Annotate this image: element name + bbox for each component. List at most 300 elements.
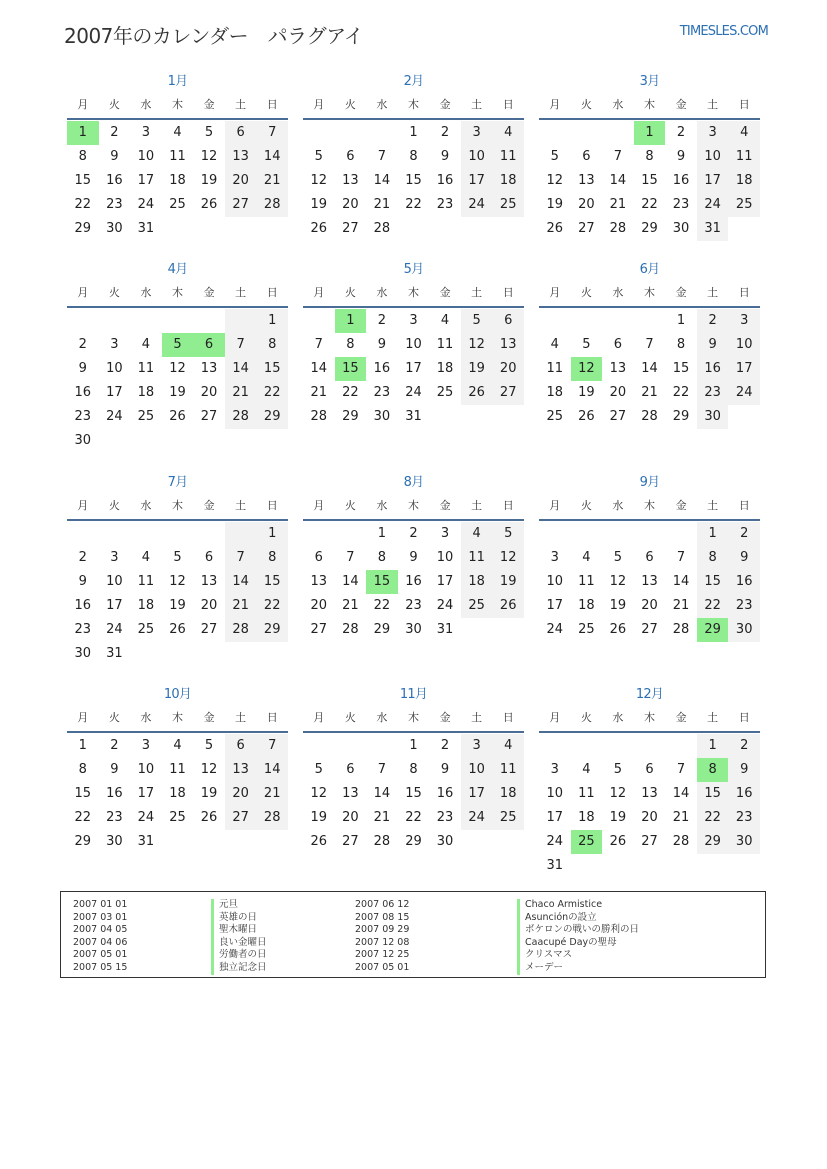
month-calendar <box>67 473 288 666</box>
day-cell: 6 <box>346 149 355 164</box>
day-cell: 24 <box>728 381 760 405</box>
empty-day-cell <box>162 309 194 333</box>
legend-holiday-date: 2007 01 01 <box>73 899 128 910</box>
day-cell: 14 <box>310 361 328 376</box>
weekday-label: 日 <box>266 286 278 299</box>
day-cell: 28 <box>342 622 359 637</box>
weekday-label: 土 <box>471 286 483 299</box>
day-cell: 22 <box>697 594 729 618</box>
day-cell: 22 <box>373 598 391 613</box>
weekday-label: 金 <box>675 499 687 512</box>
day-cell: 2 <box>78 550 87 565</box>
day-cell: 20 <box>225 169 257 193</box>
weekday-label: 木 <box>171 499 183 512</box>
day-cell: 2 <box>728 522 760 546</box>
day-cell: 15 <box>74 786 92 801</box>
weekday-label: 日 <box>266 711 278 724</box>
day-cell: 16 <box>373 361 391 376</box>
day-cell: 30 <box>697 405 729 429</box>
weekday-label: 金 <box>203 286 215 299</box>
legend-holiday-date: 2007 12 08 <box>355 936 410 948</box>
day-cell: 3 <box>110 550 119 565</box>
legend-holiday-date: 2007 12 25 <box>355 949 410 961</box>
weekday-label: 火 <box>344 286 356 299</box>
day-cell: 6 <box>225 734 257 758</box>
holiday-day-cell: 25 <box>571 830 603 854</box>
day-cell: 24 <box>546 622 564 637</box>
day-cell: 29 <box>74 834 92 849</box>
day-cell: 26 <box>310 834 328 849</box>
day-cell: 11 <box>492 758 524 782</box>
day-cell: 14 <box>373 173 391 188</box>
day-cell: 30 <box>672 221 690 236</box>
weekday-label: 火 <box>344 711 356 724</box>
day-cell: 9 <box>409 550 418 565</box>
day-cell: 4 <box>173 738 182 753</box>
day-cell: 7 <box>225 546 257 570</box>
day-cell: 27 <box>200 622 218 637</box>
day-cell: 9 <box>110 762 119 777</box>
day-cell: 4 <box>550 337 559 352</box>
day-cell: 12 <box>609 786 627 801</box>
weekday-label: 水 <box>376 98 388 111</box>
day-cell: 7 <box>676 550 686 565</box>
holiday-day-cell: 1 <box>634 121 666 145</box>
day-cell: 31 <box>546 858 564 873</box>
day-cell: 11 <box>169 149 186 164</box>
day-cell: 27 <box>609 409 627 424</box>
day-cell: 5 <box>204 125 214 140</box>
day-cell: 27 <box>310 622 328 637</box>
day-cell: 18 <box>578 810 595 825</box>
weekday-label: 日 <box>738 286 750 299</box>
day-cell: 16 <box>728 570 760 594</box>
day-cell: 15 <box>256 357 288 381</box>
weekday-label: 水 <box>140 286 152 299</box>
day-cell: 18 <box>436 361 454 376</box>
month-calendar <box>539 260 760 429</box>
day-cell: 23 <box>373 385 391 400</box>
weekday-label: 火 <box>344 98 356 111</box>
weekday-header <box>303 92 524 120</box>
weekday-label: 日 <box>266 499 278 512</box>
day-cell: 12 <box>609 574 627 589</box>
day-cell: 3 <box>141 125 151 140</box>
weekday-label: 水 <box>140 499 152 512</box>
day-cell: 10 <box>546 574 564 589</box>
day-cell: 13 <box>641 574 658 589</box>
day-cell: 17 <box>405 361 422 376</box>
month-name: 12月 <box>635 687 664 702</box>
day-cell: 2 <box>676 125 686 140</box>
weekday-label: 月 <box>77 711 89 724</box>
weekday-label: 水 <box>140 711 152 724</box>
day-cell: 19 <box>546 197 564 212</box>
day-cell: 21 <box>609 197 627 212</box>
day-grid <box>67 522 288 666</box>
weekday-header <box>67 92 288 120</box>
day-cell: 28 <box>256 193 288 217</box>
site-brand[interactable]: TIMESLES.COM <box>679 24 768 39</box>
day-cell: 28 <box>609 221 627 236</box>
day-cell: 9 <box>697 333 729 357</box>
weekday-label: 月 <box>549 98 561 111</box>
day-cell: 2 <box>110 738 119 753</box>
weekday-label: 月 <box>77 499 89 512</box>
day-cell: 27 <box>200 409 218 424</box>
day-cell: 9 <box>110 149 119 164</box>
day-cell: 12 <box>546 173 564 188</box>
empty-day-cell <box>335 121 367 145</box>
holiday-day-cell: 1 <box>335 309 367 333</box>
empty-day-cell <box>602 522 634 546</box>
day-cell: 21 <box>672 810 690 825</box>
day-cell: 17 <box>697 169 729 193</box>
day-cell: 28 <box>373 834 391 849</box>
day-cell: 18 <box>137 598 155 613</box>
weekday-label: 月 <box>313 499 325 512</box>
day-cell: 9 <box>78 574 87 589</box>
day-cell: 12 <box>200 762 218 777</box>
month-calendar <box>539 685 760 878</box>
day-cell: 14 <box>672 574 690 589</box>
weekday-label: 火 <box>580 711 592 724</box>
legend-holiday-date: 2007 05 01 <box>73 949 128 961</box>
day-cell: 25 <box>461 594 493 618</box>
empty-day-cell <box>539 121 571 145</box>
day-cell: 15 <box>672 361 690 376</box>
weekday-label: 金 <box>203 98 215 111</box>
weekday-header <box>303 705 524 733</box>
day-cell: 28 <box>373 221 391 236</box>
weekday-header <box>67 493 288 521</box>
month-name: 11月 <box>399 687 428 702</box>
weekday-label: 日 <box>502 711 514 724</box>
day-cell: 3 <box>461 121 493 145</box>
day-cell: 7 <box>314 337 323 352</box>
day-cell: 4 <box>728 121 760 145</box>
day-cell: 31 <box>697 217 729 241</box>
day-cell: 3 <box>697 121 729 145</box>
day-cell: 3 <box>461 734 493 758</box>
day-cell: 5 <box>173 550 182 565</box>
day-grid <box>67 734 288 854</box>
empty-day-cell <box>539 522 571 546</box>
day-cell: 21 <box>256 782 288 806</box>
day-cell: 6 <box>645 762 654 777</box>
day-cell: 19 <box>169 385 186 400</box>
empty-day-cell <box>335 522 367 546</box>
day-cell: 12 <box>461 333 493 357</box>
legend-holiday-date: 2007 06 12 <box>355 899 410 910</box>
day-cell: 26 <box>578 409 595 424</box>
day-cell: 20 <box>641 810 658 825</box>
legend-holiday-date: 2007 05 01 <box>355 961 410 973</box>
month-calendar <box>67 260 288 453</box>
day-cell: 5 <box>314 762 323 777</box>
day-cell: 15 <box>74 173 92 188</box>
weekday-label: 金 <box>675 98 687 111</box>
day-cell: 19 <box>609 810 627 825</box>
weekday-label: 木 <box>171 98 183 111</box>
day-cell: 28 <box>672 622 690 637</box>
weekday-label: 水 <box>612 98 624 111</box>
day-cell: 21 <box>225 381 257 405</box>
holiday-day-cell: 29 <box>697 618 729 642</box>
weekday-label: 日 <box>738 711 750 724</box>
day-cell: 11 <box>436 337 454 352</box>
day-cell: 20 <box>492 357 524 381</box>
day-cell: 3 <box>550 762 559 777</box>
weekday-label: 火 <box>108 98 120 111</box>
day-cell: 21 <box>256 169 288 193</box>
day-cell: 10 <box>106 361 123 376</box>
weekday-header <box>67 705 288 733</box>
day-cell: 10 <box>697 145 729 169</box>
day-cell: 19 <box>578 385 595 400</box>
day-cell: 13 <box>609 361 627 376</box>
day-grid <box>303 734 524 854</box>
day-cell: 30 <box>373 409 391 424</box>
empty-day-cell <box>130 309 162 333</box>
day-cell: 30 <box>74 646 92 661</box>
day-cell: 22 <box>256 594 288 618</box>
day-cell: 10 <box>728 333 760 357</box>
day-cell: 11 <box>546 361 564 376</box>
day-cell: 7 <box>676 762 686 777</box>
day-cell: 6 <box>314 550 323 565</box>
day-cell: 28 <box>256 806 288 830</box>
day-cell: 10 <box>436 550 454 565</box>
day-cell: 1 <box>256 309 288 333</box>
weekday-label: 木 <box>407 711 419 724</box>
day-cell: 5 <box>204 738 214 753</box>
legend-holiday-date: 2007 08 15 <box>355 911 410 923</box>
day-cell: 6 <box>225 121 257 145</box>
month-name: 3月 <box>639 74 660 89</box>
day-cell: 18 <box>728 169 760 193</box>
empty-day-cell <box>571 734 603 758</box>
holiday-day-cell: 15 <box>335 357 367 381</box>
month-name: 6月 <box>639 262 660 277</box>
day-cell: 21 <box>641 385 658 400</box>
holiday-day-cell: 12 <box>571 357 603 381</box>
day-cell: 16 <box>436 786 454 801</box>
day-cell: 19 <box>310 810 328 825</box>
day-cell: 30 <box>106 221 123 236</box>
day-cell: 19 <box>609 598 627 613</box>
day-cell: 11 <box>728 145 760 169</box>
empty-day-cell <box>225 522 257 546</box>
day-cell: 29 <box>74 221 92 236</box>
day-cell: 14 <box>256 758 288 782</box>
day-cell: 30 <box>74 433 92 448</box>
day-cell: 23 <box>436 810 454 825</box>
weekday-label: 水 <box>376 286 388 299</box>
day-cell: 25 <box>492 806 524 830</box>
day-cell: 4 <box>461 522 493 546</box>
day-cell: 17 <box>137 786 155 801</box>
day-cell: 26 <box>200 197 218 212</box>
weekday-label: 月 <box>549 499 561 512</box>
day-cell: 23 <box>405 598 422 613</box>
day-cell: 17 <box>106 385 123 400</box>
holiday-day-cell: 1 <box>67 121 99 145</box>
legend-holiday-name: Caacupé Dayの聖母 <box>517 937 639 950</box>
empty-day-cell <box>634 734 666 758</box>
legend-holiday-name: 元旦 <box>211 899 267 912</box>
day-cell: 9 <box>440 762 450 777</box>
day-grid <box>67 121 288 241</box>
empty-day-cell <box>67 309 99 333</box>
day-cell: 14 <box>225 570 257 594</box>
holiday-day-cell: 5 <box>162 333 194 357</box>
day-cell: 22 <box>405 197 422 212</box>
day-cell: 10 <box>461 758 493 782</box>
empty-day-cell <box>665 734 697 758</box>
day-cell: 13 <box>200 361 218 376</box>
empty-day-cell <box>193 309 225 333</box>
weekday-label: 木 <box>643 98 655 111</box>
weekday-label: 木 <box>643 711 655 724</box>
legend-holiday-name: 聖木曜日 <box>211 924 267 937</box>
day-cell: 27 <box>641 622 658 637</box>
weekday-label: 土 <box>235 499 247 512</box>
day-cell: 7 <box>645 337 654 352</box>
weekday-label: 金 <box>203 711 215 724</box>
day-cell: 25 <box>728 193 760 217</box>
day-cell: 23 <box>74 409 92 424</box>
day-cell: 18 <box>492 169 524 193</box>
empty-day-cell <box>634 309 666 333</box>
day-grid <box>539 309 760 429</box>
day-cell: 4 <box>141 337 151 352</box>
day-cell: 5 <box>550 149 559 164</box>
day-cell: 29 <box>405 834 422 849</box>
day-cell: 3 <box>141 738 151 753</box>
day-cell: 6 <box>613 337 623 352</box>
day-cell: 24 <box>461 806 493 830</box>
day-cell: 2 <box>728 734 760 758</box>
day-cell: 23 <box>106 197 123 212</box>
day-cell: 23 <box>697 381 729 405</box>
weekday-label: 金 <box>439 98 451 111</box>
day-cell: 5 <box>613 550 623 565</box>
day-cell: 3 <box>110 337 119 352</box>
day-cell: 20 <box>609 385 627 400</box>
weekday-label: 水 <box>376 499 388 512</box>
day-cell: 16 <box>405 574 422 589</box>
day-cell: 25 <box>169 810 186 825</box>
day-cell: 2 <box>697 309 729 333</box>
day-cell: 21 <box>373 810 391 825</box>
day-cell: 9 <box>728 758 760 782</box>
empty-day-cell <box>162 522 194 546</box>
day-cell: 22 <box>641 197 658 212</box>
month-calendar <box>303 685 524 854</box>
empty-day-cell <box>225 309 257 333</box>
day-cell: 29 <box>256 618 288 642</box>
legend-holiday-date: 2007 09 29 <box>355 924 410 936</box>
legend-holiday-name: 良い金曜日 <box>211 937 267 950</box>
legend-left-names <box>211 899 267 975</box>
weekday-label: 木 <box>171 711 183 724</box>
day-cell: 9 <box>377 337 387 352</box>
day-cell: 14 <box>609 173 627 188</box>
day-cell: 12 <box>310 786 328 801</box>
weekday-label: 月 <box>313 98 325 111</box>
day-cell: 4 <box>173 125 182 140</box>
day-cell: 1 <box>697 734 729 758</box>
day-cell: 26 <box>461 381 493 405</box>
day-cell: 29 <box>342 409 359 424</box>
day-cell: 31 <box>106 646 123 661</box>
day-cell: 27 <box>578 221 595 236</box>
weekday-label: 水 <box>612 711 624 724</box>
weekday-label: 土 <box>471 98 483 111</box>
empty-day-cell <box>303 734 335 758</box>
empty-day-cell <box>602 121 634 145</box>
day-cell: 23 <box>106 810 123 825</box>
day-cell: 25 <box>137 622 155 637</box>
day-cell: 11 <box>578 786 595 801</box>
holiday-legend <box>60 891 766 978</box>
day-cell: 24 <box>697 193 729 217</box>
day-cell: 27 <box>225 806 257 830</box>
weekday-label: 火 <box>580 499 592 512</box>
day-cell: 4 <box>141 550 151 565</box>
day-cell: 22 <box>74 810 92 825</box>
day-cell: 7 <box>377 149 387 164</box>
day-cell: 13 <box>641 786 658 801</box>
month-name: 1月 <box>167 74 188 89</box>
day-cell: 17 <box>546 598 564 613</box>
day-cell: 25 <box>169 197 186 212</box>
day-cell: 18 <box>461 570 493 594</box>
weekday-label: 木 <box>643 286 655 299</box>
day-cell: 26 <box>310 221 328 236</box>
day-cell: 29 <box>672 409 690 424</box>
day-cell: 22 <box>697 806 729 830</box>
day-cell: 9 <box>78 361 87 376</box>
day-cell: 26 <box>169 409 186 424</box>
weekday-header <box>539 493 760 521</box>
day-cell: 2 <box>440 125 450 140</box>
weekday-label: 金 <box>439 711 451 724</box>
month-calendar <box>67 72 288 241</box>
month-name: 4月 <box>167 262 188 277</box>
weekday-header <box>539 705 760 733</box>
day-cell: 22 <box>256 381 288 405</box>
day-cell: 30 <box>728 618 760 642</box>
weekday-label: 月 <box>549 286 561 299</box>
weekday-label: 火 <box>580 286 592 299</box>
weekday-label: 木 <box>643 499 655 512</box>
day-cell: 1 <box>377 526 387 541</box>
weekday-label: 土 <box>707 499 719 512</box>
holiday-day-cell: 6 <box>193 333 225 357</box>
day-cell: 24 <box>106 409 123 424</box>
day-cell: 25 <box>578 622 595 637</box>
day-cell: 10 <box>546 786 564 801</box>
day-cell: 8 <box>78 149 87 164</box>
weekday-label: 金 <box>439 499 451 512</box>
day-cell: 27 <box>342 834 359 849</box>
weekday-label: 木 <box>171 286 183 299</box>
day-grid <box>539 522 760 642</box>
day-cell: 28 <box>672 834 690 849</box>
weekday-label: 水 <box>140 98 152 111</box>
